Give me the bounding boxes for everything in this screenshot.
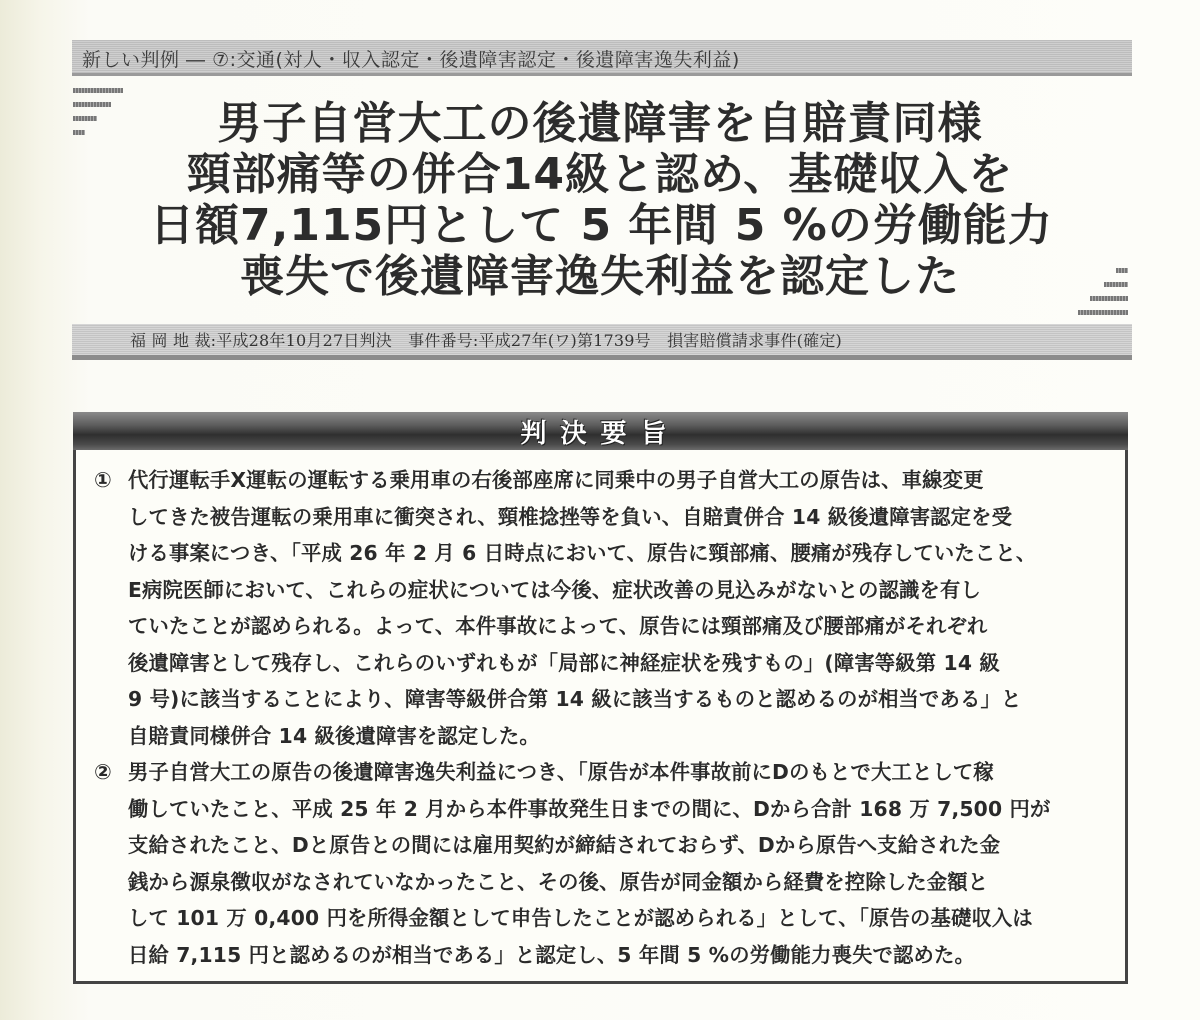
text-line: 銭から源泉徴収がなされていなかったこと、その後、原告が同金額から経費を控除した金額と — [128, 869, 989, 894]
text-line: 働していたこと、平成 25 年 2 月から本件事故発生日までの間に、Dから合計 168 万 7,500 円が — [128, 796, 1051, 821]
text-line: して 101 万 0,400 円を所得金額として申告したことが認められる」として、「原告の基礎収入は — [128, 906, 1033, 930]
summary-body — [94, 462, 1111, 973]
text-line: 後遺障害として残存し、これらのいずれもが「局部に神経症状を残すもの」(障害等級第 14 級 — [128, 650, 1000, 675]
headline-line: 頸部痛等の併合14級と認め、基礎収入を — [186, 149, 1014, 200]
text-line: 男子自営大工の原告の後遺障害逸失利益につき、「原告が本件事故前にDのもとで大工として稼 — [128, 760, 994, 784]
text-line: 支給されたこと、Dと原告との間には雇用契約が締結されておらず、Dから原告へ支給された金 — [128, 833, 1001, 857]
text-line: 代行運転手X運転の運転する乗用車の右後部座席に同乗中の男子自営大工の原告は、車線変更 — [128, 468, 984, 492]
decorative-lines-right — [1078, 268, 1128, 315]
summary-header — [73, 412, 1128, 450]
text-line: 日給 7,115 円と認めるのが相当である」と認定し、5 年間 5 %の労働能力喪失で認めた。 — [128, 942, 975, 967]
summary-item — [94, 754, 1111, 973]
text-line: 自賠責同様併合 14 級後遺障害を認定した。 — [128, 723, 540, 748]
item-number: ② — [94, 760, 112, 784]
judgment-summary-box — [73, 412, 1128, 984]
text-line: E病院医師において、これらの症状については今後、症状改善の見込みがないとの認識を有し — [128, 577, 981, 602]
article-headline — [150, 98, 1053, 302]
text-line: してきた被告運転の乗用車に衝突され、頸椎捻挫等を負い、自賠責併合 14 級後遺障害認定を受 — [128, 504, 1013, 529]
case-info-text: 福 岡 地 裁:平成28年10月27日判決 事件番号:平成27年(ワ)第1739号 損害賠償請求事件(確定) — [130, 331, 842, 350]
category-bar — [72, 40, 1132, 76]
headline-line: 男子自営大工の後遺障害を自賠責同様 — [217, 98, 983, 149]
item-number: ① — [94, 468, 112, 492]
headline-line: 喪失で後遺障害逸失利益を認定した — [240, 251, 960, 302]
text-line: ていたことが認められる。よって、本件事故によって、原告には頸部痛及び腰部痛がそれぞれ — [128, 614, 988, 638]
item-text — [128, 754, 1051, 973]
summary-title: 判決要旨 — [520, 418, 681, 449]
text-line: 9 号)に該当することにより、障害等級併合第 14 級に該当するものと認めるのが相当である」と — [128, 687, 1022, 711]
case-info-bar — [72, 324, 1132, 360]
text-line: ける事案につき、「平成 26 年 2 月 6 日時点において、原告に頸部痛、腰痛が残存していたこと、 — [128, 541, 1037, 565]
summary-item — [94, 462, 1111, 754]
item-text — [128, 462, 1036, 754]
category-label: 新しい判例 ― ⑦:交通(対人・収入認定・後遺障害認定・後遺障害逸失利益) — [82, 48, 740, 71]
headline-line: 日額7,115円として 5 年間 5 %の労働能力 — [150, 200, 1053, 251]
decorative-lines-left — [73, 88, 123, 135]
